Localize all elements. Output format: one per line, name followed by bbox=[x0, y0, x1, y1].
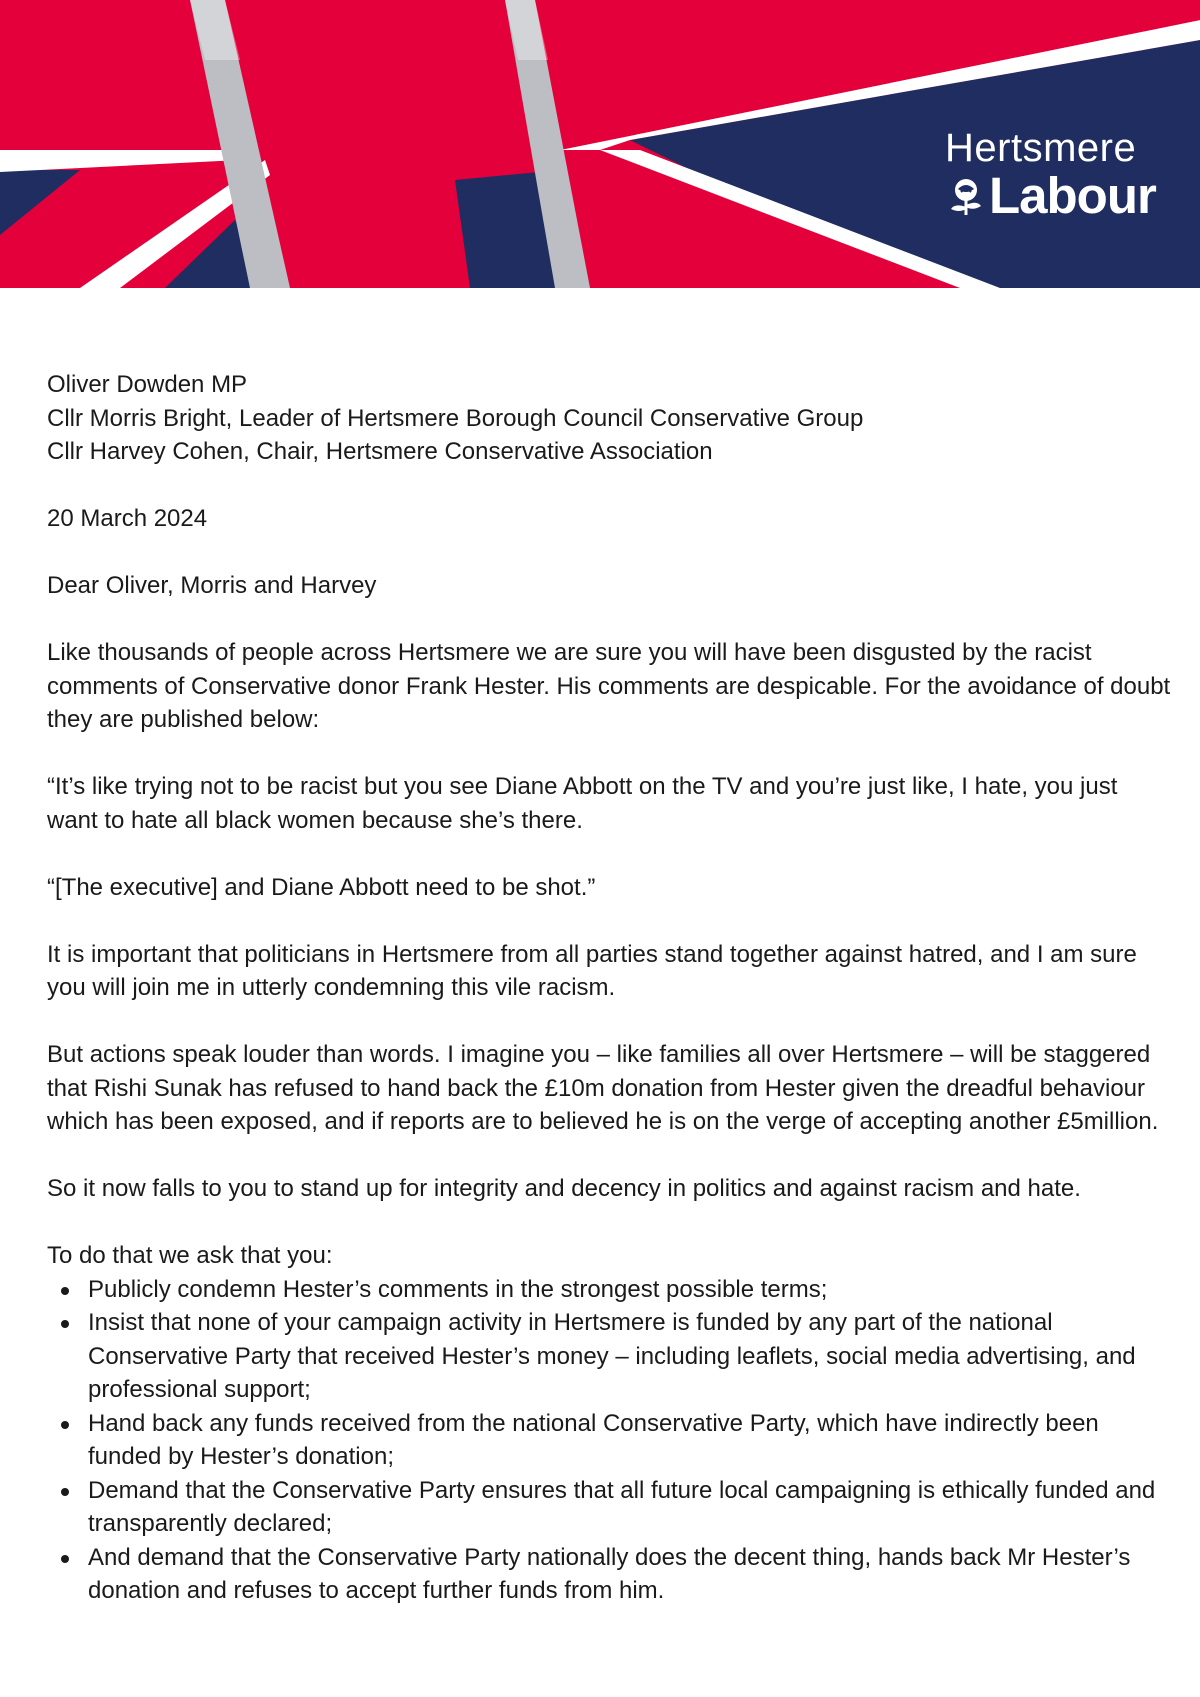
addressee-line: Oliver Dowden MP bbox=[47, 371, 248, 398]
addressee-line: Cllr Morris Bright, Leader of Hertsmere Borough Council Conservative Group bbox=[47, 404, 864, 432]
addressee-block bbox=[47, 368, 1172, 469]
paragraph: So it now falls to you to stand up for integrity and decency in politics and against racism and hate. bbox=[47, 1175, 1081, 1202]
letter-body bbox=[47, 368, 1172, 1608]
paragraph: Like thousands of people across Hertsmere we are sure you will have been disgusted by the racist comments of Conservative donor Frank Hester. His comments are despicable. For the avoidance of doubt they are published below: bbox=[47, 639, 1171, 733]
ask-list bbox=[47, 1273, 1172, 1608]
list-item: Hand back any funds received from the national Conservative Party, which have indirectly been funded by Hester’s donation; bbox=[88, 1407, 1172, 1474]
paragraph: But actions speak louder than words. I imagine you – like families all over Hertsmere – will be staggered that Rishi Sunak has refused to hand back the £10m donation from Hester given the dreadful behaviour which has been exposed, and if reports are to believed he is on the verge of accepting another £5million. bbox=[47, 1041, 1159, 1135]
quote-paragraph: “It’s like trying not to be racist but you see Diane Abbott on the TV and you’re just like, I hate, you just want to hate all black women because she’s there. bbox=[47, 773, 1118, 834]
salutation: Dear Oliver, Morris and Harvey bbox=[47, 572, 377, 599]
letter-date: 20 March 2024 bbox=[47, 505, 208, 532]
logo-line-hertsmere: Hertsmere bbox=[945, 126, 1137, 170]
list-item: Publicly condemn Hester’s comments in the strongest possible terms; bbox=[88, 1273, 1172, 1307]
list-item: And demand that the Conservative Party nationally does the decent thing, hands back Mr Hester’s donation and refuses to accept further funds from him. bbox=[88, 1541, 1172, 1608]
ask-intro: To do that we ask that you: bbox=[47, 1242, 333, 1269]
rose-icon bbox=[945, 175, 987, 217]
quote-paragraph: “[The executive] and Diane Abbott need to be shot.” bbox=[47, 873, 596, 901]
addressee-line: Cllr Harvey Cohen, Chair, Hertsmere Conservative Association bbox=[47, 438, 713, 465]
logo-line-labour: Labour bbox=[989, 167, 1156, 224]
union-flag-banner bbox=[0, 0, 1200, 288]
hertsmere-labour-logo bbox=[945, 126, 1156, 224]
list-item: Demand that the Conservative Party ensures that all future local campaigning is ethically funded and transparently declared; bbox=[88, 1474, 1172, 1541]
paragraph: It is important that politicians in Hertsmere from all parties stand together against hatred, and I am sure you will join me in utterly condemning this vile racism. bbox=[47, 940, 1137, 1001]
list-item: Insist that none of your campaign activity in Hertsmere is funded by any part of the national Conservative Party that received Hester’s money – including leaflets, social media advertising, and professional support; bbox=[88, 1306, 1172, 1407]
